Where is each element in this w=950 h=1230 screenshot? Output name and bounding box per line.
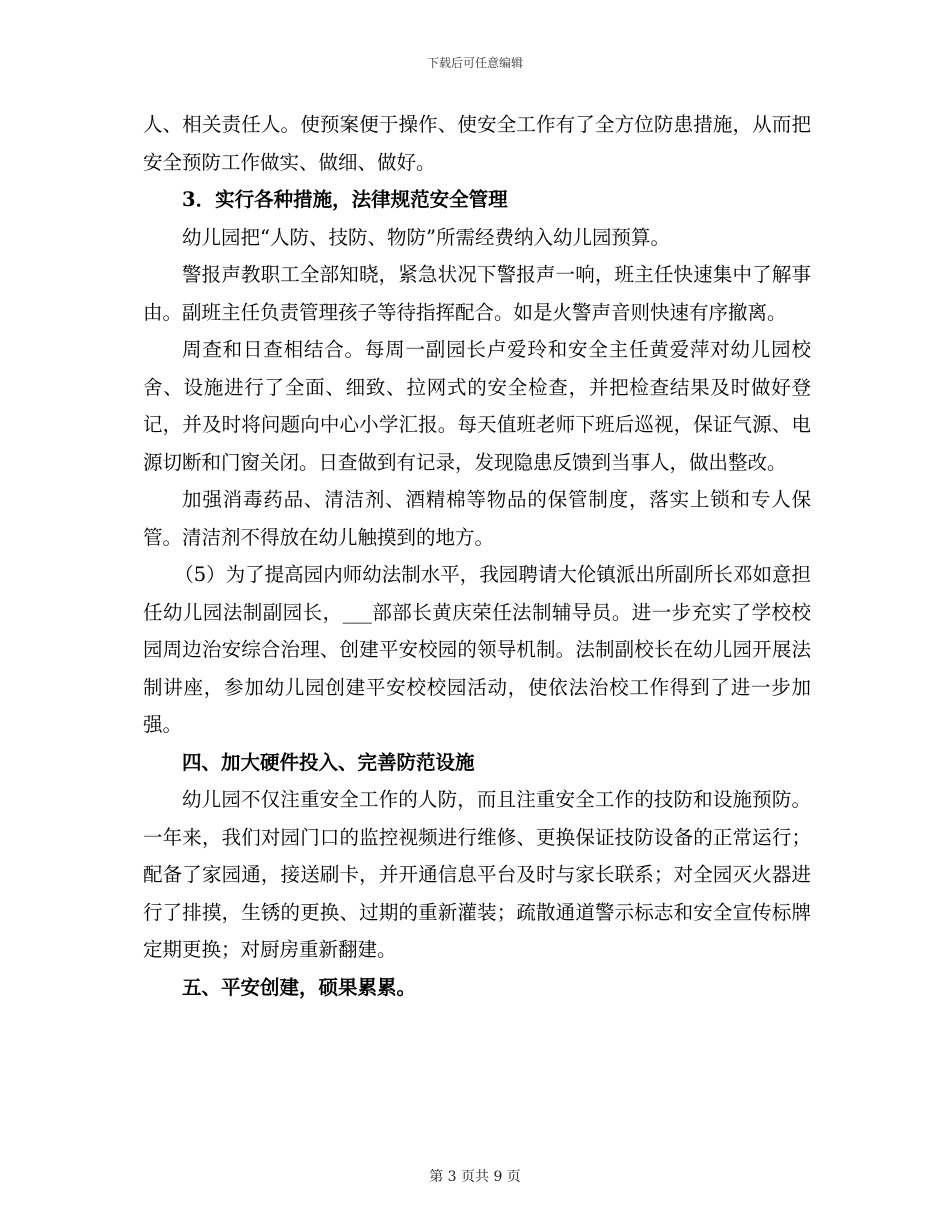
paragraph-legal-vice-principal: （5）为了提高园内师幼法制水平，我园聘请大伦镇派出所副所长邓如意担任幼儿园法制副园长，___部部长黄庆荣任法制辅导员。进一步充实了学校校园周边治安综合治理、创建平安校园的领导机制。法制副校长在幼儿园开展法制讲座，参加幼儿园创建平安校校园活动，使依法治校工作得到了进一步加强。: [143, 563, 811, 736]
section-heading-3: 3．实行各种措施，法律规范安全管理: [182, 188, 508, 211]
paragraph-alarm: 警报声教职工全部知晓，紧急状况下警报声一响，班主任快速集中了解事由。副班主任负责管理孩子等待指挥配合。如是火警声音则快速有序撤离。: [143, 263, 811, 324]
paragraph-continuation: 人、相关责任人。使预案便于操作、使安全工作有了全方位防患措施，从而把安全预防工作做实、做细、做好。: [143, 113, 811, 174]
paragraph-budget: 幼儿园把“人防、技防、物防”所需经费纳入幼儿园预算。: [182, 225, 670, 249]
section-heading-4: 四、加大硬件投入、完善防范设施: [182, 750, 475, 774]
section-heading-5: 五、平安创建，硕果累累。: [182, 975, 417, 999]
paragraph-hardware: 幼儿园不仅注重安全工作的人防，而且注重安全工作的技防和设施预防。一年来，我们对园门口的监控视频进行维修、更换保证技防设备的正常运行；配备了家园通，接送刷卡，并开通信息平台及时与家长联系；对全园灭火器进行了排摸，生锈的更换、过期的重新灌装；疏散通道警示标志和安全宣传标牌定期更换；对厨房重新翻建。: [143, 788, 811, 961]
page-header: 下载后可任意编辑: [426, 56, 523, 70]
paragraph-disinfectant: 加强消毒药品、清洁剂、酒精棉等物品的保管制度，落实上锁和专人保管。清洁剂不得放在幼儿触摸到的地方。: [143, 488, 811, 549]
paragraph-inspection: 周查和日查相结合。每周一副园长卢爱玲和安全主任黄爱萍对幼儿园校舍、设施进行了全面、细致、拉网式的安全检查，并把检查结果及时做好登记，并及时将问题向中心小学汇报。每天值班老师下班后巡视，保证气源、电源切断和门窗关闭。日查做到有记录，发现隐患反馈到当事人，做出整改。: [143, 338, 811, 474]
document-body: [143, 106, 811, 1006]
page-footer: 第 3 页共 9 页: [429, 1169, 521, 1185]
